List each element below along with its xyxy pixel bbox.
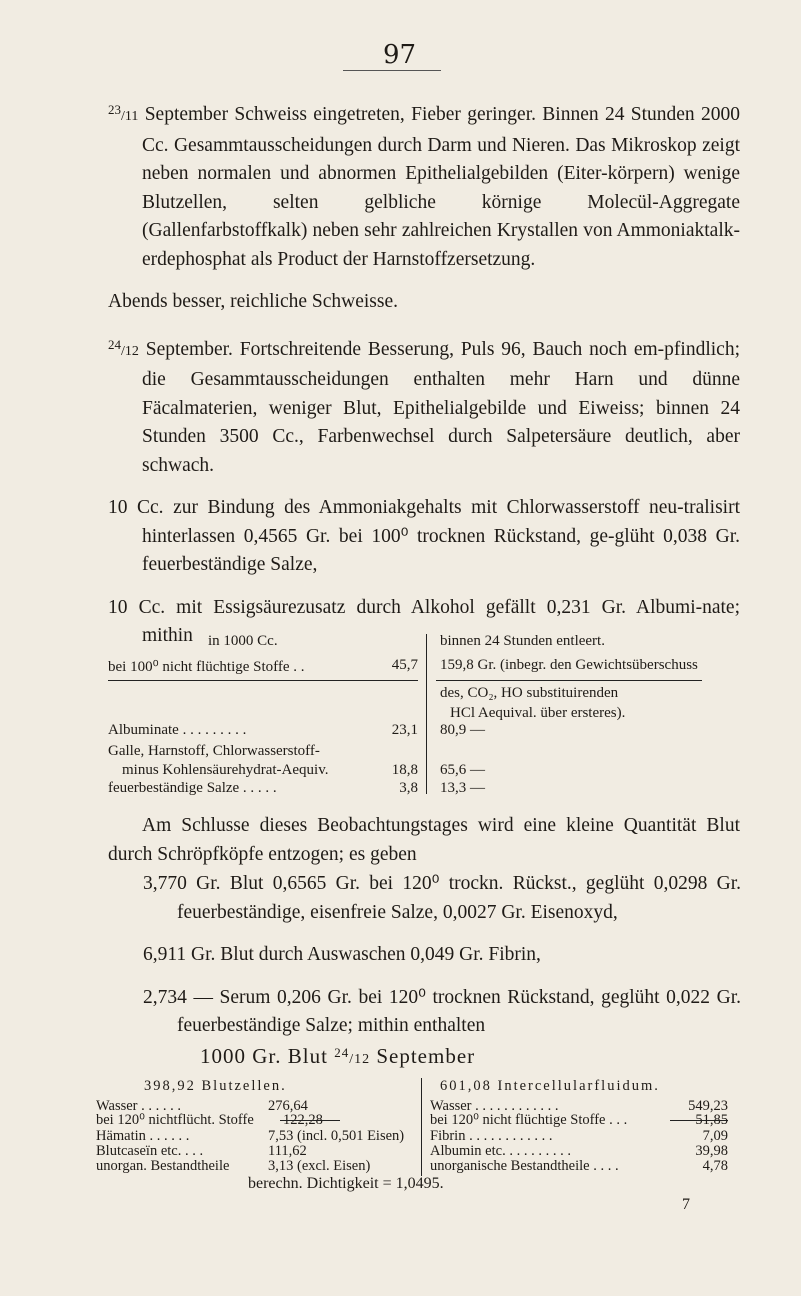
table2-title: 1000 Gr. Blut $^{24}$/12 September	[200, 1044, 476, 1068]
table2-left-label: unorgan. Bestandtheile	[96, 1158, 230, 1174]
table1-row3-right: 65,6 —	[440, 762, 485, 778]
date-denominator: 12	[124, 343, 139, 359]
table1-row3-label-b: minus Kohlensäurehydrat-Aequiv.	[122, 762, 329, 778]
table1-row3-label-a: Galle, Harnstoff, Chlorwasserstoff-	[108, 743, 320, 759]
table2-right-value: 39,98	[695, 1143, 728, 1159]
page-number-rule	[343, 70, 441, 71]
table2-title-tail: September	[370, 1044, 476, 1068]
table2-left-label: Blutcaseïn etc. . . .	[96, 1143, 204, 1159]
table2-left-rule	[280, 1120, 340, 1121]
table1-row2-label: Albuminate . . . . . . . . .	[108, 722, 247, 738]
table2-left-label: Wasser . . . . . .	[96, 1098, 182, 1114]
paragraph-text: September Schweiss eingetreten, Fieber geringer. Binnen 24 Stunden 2000 Cc. Gesammtausscheidungen durch Darm und Nieren. Das Mikroskop zeigt neben normalen und abnormen Epithelialgebilden (Eiter-körpern) wenige Blutzellen, selten gelbliche körnige Molecül-Aggregate (Gallenfarbstoffkalk) neben sehr zahlreichen Krystallen von Ammoniaktalk-erdephosphat als Product der Harnstoffzersetzung.	[138, 104, 740, 270]
table1-left-rule	[108, 680, 418, 681]
paragraph-sept-24: $^{24}$/12 September. Fortschreitende Besserung, Puls 96, Bauch noch em-pfindlich; die Gesammtausscheidungen enthalten mehr Harn und dünne Fäcalmaterien, weniger Blut, Epithelialgebilde und Eiweiss; binnen 24 Stunden 3500 Cc., Farbenwechsel durch Salpetersäure deutlich, aber schwach.	[108, 336, 740, 476]
table1-head-left: in 1000 Cc.	[208, 633, 278, 649]
main-text	[108, 96, 740, 651]
table1-row1-right: 159,8 Gr. (inbegr. den Gewichtsüberschuss	[440, 657, 698, 673]
table1-row2-value: 23,1	[391, 722, 418, 738]
paragraph-albuminate: 10 Cc. mit Essigsäurezusatz durch Alkohol gefällt 0,231 Gr. Albumi-nate; mithin	[108, 596, 740, 646]
paragraph-blood: Am Schlusse dieses Beobachtungstages wird eine kleine Quantität Blut durch Schröpfköpfe entzogen; es geben	[108, 815, 740, 865]
table2-right-label: unorganische Bestandtheile . . . .	[430, 1158, 619, 1174]
page-number: 97	[383, 40, 417, 70]
date-denominator: 11	[124, 109, 139, 124]
paragraph-ammonia: 10 Cc. zur Bindung des Ammoniakgehalts mit Chlorwasserstoff neu-tralisirt hinterlassen 0,4565 Gr. bei 100⁰ trocknen Rückstand, ge-glüht 0,038 Gr. feuerbeständige Salze,	[108, 497, 740, 575]
table2-right-value: 51,85	[695, 1112, 728, 1128]
table1-row1-label: bei 100⁰ nicht flüchtige Stoffe . .	[108, 659, 305, 675]
paragraph-text: September. Fortschreitende Besserung, Puls 96, Bauch noch em-pfindlich; die Gesammtausscheidungen enthalten mehr Harn und dünne Fäcalmaterien, weniger Blut, Epithelialgebilde und Eiweiss; binnen 24 Stunden 3500 Cc., Farbenwechsel durch Salpetersäure deutlich, aber schwach.	[138, 338, 740, 476]
table1-divider	[426, 634, 427, 794]
table1-note-line1: des, CO₂, HO substituirenden	[440, 685, 619, 701]
paragraph-evening: Abends besser, reichliche Schweisse.	[108, 291, 399, 312]
table2-left-value: 3,13 (excl. Eisen)	[268, 1158, 371, 1174]
paragraph-sept-23: $^{23}$/11 September Schweiss eingetreten, Fieber geringer. Binnen 24 Stunden 2000 Cc. Gesammtausscheidungen durch Darm und Nieren. Das Mikroskop zeigt neben normalen und abnormen Epithelialgebilden (Eiter-körpern) wenige Blutzellen, selten gelbliche körnige Molecül-Aggregate (Gallenfarbstoffkalk) neben sehr zahlreichen Krystallen von Ammoniaktalk-erdephosphat als Product der Harnstoffzersetzung.	[108, 102, 740, 270]
table2-title-text: 1000 Gr. Blut	[200, 1044, 335, 1068]
measurements	[143, 870, 741, 1041]
table1-head-right: binnen 24 Stunden entleert.	[440, 633, 605, 649]
date-numerator: 24	[108, 336, 121, 352]
signature-mark: 7	[682, 1196, 690, 1213]
table2-right-label: Fibrin . . . . . . . . . . . .	[430, 1128, 553, 1144]
table1-row4-value: 3,8	[399, 780, 418, 796]
table2-right-value: 549,23	[688, 1098, 728, 1114]
table2-right-label: Albumin etc. . . . . . . . . .	[430, 1143, 571, 1159]
table2-left-label: Hämatin . . . . . .	[96, 1128, 190, 1144]
table1-row3-value: 18,8	[391, 762, 418, 778]
measure-1: 3,770 Gr. Blut 0,6565 Gr. bei 120⁰ trockn. Rückst., geglüht 0,0298 Gr. feuerbeständige, eisenfreie Salze, 0,0027 Gr. Eisenoxyd,	[143, 873, 741, 923]
table1-row4-right: 13,3 —	[440, 780, 485, 796]
measure-3: 2,734 — Serum 0,206 Gr. bei 120⁰ trocknen Rückstand, geglüht 0,022 Gr. feuerbeständige Salze; mithin enthalten	[143, 986, 741, 1036]
table1-note-line2: HCl Aequival. über ersteres).	[450, 705, 626, 721]
table2-right-label: bei 120⁰ nicht flüchtige Stoffe . . .	[430, 1112, 628, 1128]
table2-left-head: 398,92 Blutzellen.	[144, 1078, 287, 1094]
density-footer: berechn. Dichtigkeit = 1,0495.	[248, 1175, 444, 1192]
table2-left-value: 276,64	[268, 1098, 308, 1114]
main-text-2	[108, 812, 740, 869]
date-numerator: 23	[108, 102, 121, 117]
table2-right-label: Wasser . . . . . . . . . . . .	[430, 1098, 559, 1114]
table1-right-rule	[436, 680, 702, 681]
table2-right-value: 4,78	[702, 1158, 728, 1174]
table1-row2-right: 80,9 —	[440, 722, 485, 738]
table2-title-denominator: 12	[354, 1052, 371, 1067]
table2-title-numerator: 24	[334, 1045, 350, 1060]
table2-divider	[421, 1078, 422, 1176]
table2-left-label: bei 120⁰ nichtflücht. Stoffe	[96, 1112, 254, 1128]
table1-row1-value: 45,7	[391, 657, 418, 673]
table2-left-value: 7,53 (incl. 0,501 Eisen)	[268, 1128, 405, 1144]
table2-right-value: 7,09	[702, 1128, 728, 1144]
measure-2: 6,911 Gr. Blut durch Auswaschen 0,049 Gr. Fibrin,	[143, 944, 541, 965]
table1-row4-label: feuerbeständige Salze . . . . .	[108, 780, 277, 796]
table2-left-value: 111,62	[268, 1143, 307, 1159]
table2-left-value: 122,28	[283, 1112, 323, 1128]
table2-right-head: 601,08 Intercellularfluidum.	[440, 1078, 660, 1094]
table2-right-rule	[670, 1120, 728, 1121]
